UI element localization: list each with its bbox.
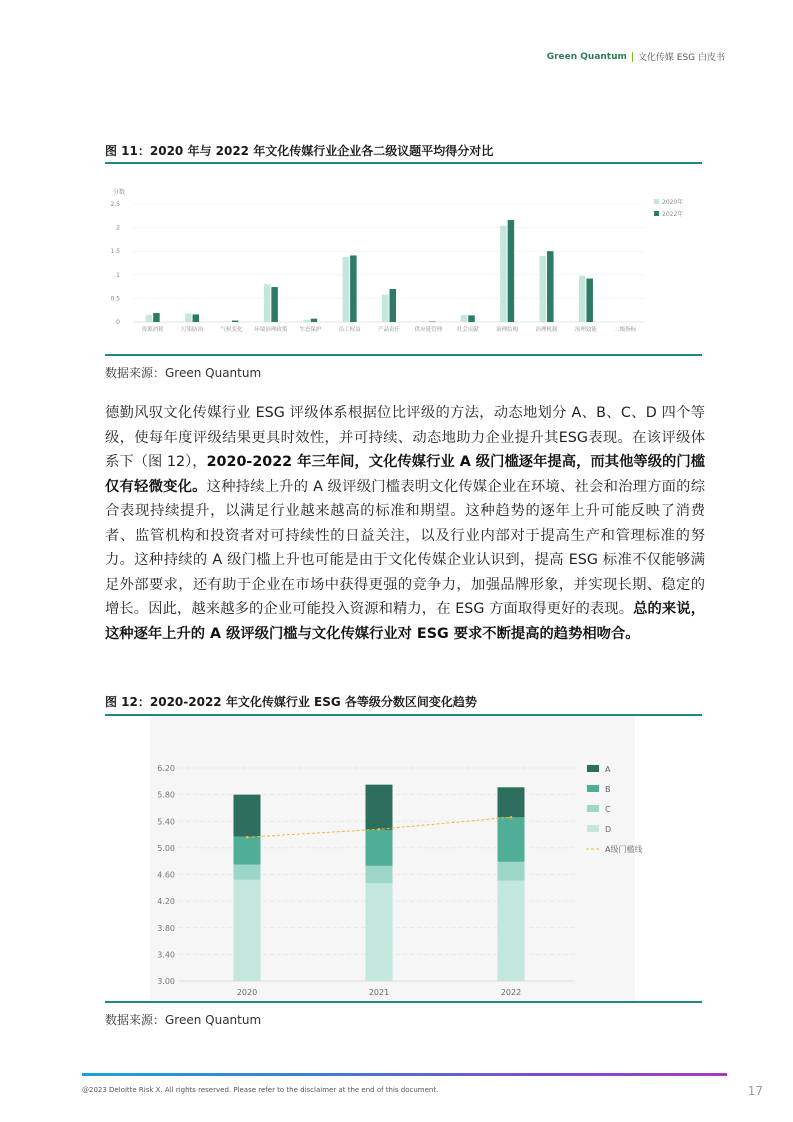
paragraph-bold-2: 总的来说，这种逐年上升的 A 级评级门槛与文化传媒行业对 ESG 要求不断提高的趋势相吻合。: [105, 601, 705, 642]
legend-swatch-A: [587, 765, 599, 772]
y-tick-label: 2.5: [110, 201, 120, 208]
y-axis-label: 分数: [113, 189, 126, 196]
a-threshold-point: [378, 828, 381, 831]
x-tick-label: 2021: [368, 988, 390, 997]
bar-segment-C: [498, 862, 525, 881]
y-tick-label: 0.5: [110, 295, 120, 303]
bar-2020年: [185, 314, 192, 322]
x-tick-label: 治理机制: [535, 327, 558, 333]
bar-2020年: [303, 320, 310, 322]
x-tick-label: 气候变化: [220, 327, 243, 333]
y-tick-label: 1.5: [110, 248, 120, 256]
bar-segment-B: [366, 830, 393, 866]
x-tick-label: 社会贡献: [456, 327, 479, 333]
legend-swatch-D: [587, 825, 599, 832]
legend-label: A: [605, 765, 611, 774]
header-doc-title: 文化传媒 ESG 白皮书: [637, 53, 725, 63]
y-tick-label: 5.40: [157, 817, 175, 827]
bar-2020年: [461, 315, 468, 322]
bar-segment-D: [234, 880, 261, 981]
bar-segment-A: [498, 787, 525, 817]
bar-2022年: [271, 287, 278, 322]
legend-label: C: [605, 805, 611, 814]
bar-segment-C: [234, 865, 261, 880]
bar-2022年: [232, 321, 239, 322]
figure-12-stacked-chart: [105, 716, 702, 1001]
bar-segment-C: [366, 866, 393, 883]
bar-2020年: [343, 257, 350, 322]
a-threshold-point: [246, 836, 249, 839]
legend-swatch-2020年: [654, 199, 659, 204]
body-paragraph: [105, 401, 705, 646]
legend-label: 2022年: [662, 211, 684, 218]
figure-12-source: 数据来源：Green Quantum: [105, 1013, 262, 1027]
bar-segment-A: [234, 795, 261, 837]
x-tick-label: 供应链管理: [414, 327, 443, 333]
bar-2020年: [500, 226, 507, 322]
legend-label: A级门槛线: [605, 845, 643, 854]
a-threshold-point: [510, 816, 513, 819]
footer-copyright: @2023 Deloitte Risk X. All rights reserved. Please refer to the disclaimer at the end of this document.: [82, 1086, 439, 1094]
x-tick-label: 员工权益: [338, 327, 361, 333]
y-tick-label: 1: [116, 271, 120, 279]
y-tick-label: 3.40: [157, 950, 175, 960]
x-tick-label: 生态保护: [299, 327, 322, 333]
x-tick-label: 2022: [500, 988, 522, 997]
x-tick-label: 资源消耗: [141, 327, 164, 333]
bar-2022年: [390, 289, 397, 322]
bar-2022年: [508, 220, 514, 322]
bar-2022年: [350, 255, 357, 322]
footer-gradient-bar: [82, 1073, 727, 1076]
y-tick-label: 3.80: [157, 923, 175, 933]
bar-2020年: [579, 276, 586, 322]
bar-segment-D: [498, 880, 525, 981]
x-tick-label: 产品责任: [377, 327, 401, 333]
x-tick-label: 2020: [236, 988, 258, 997]
bar-2022年: [468, 315, 475, 322]
bar-segment-B: [498, 817, 525, 862]
y-tick-label: 5.80: [157, 790, 175, 800]
x-tick-label: 二级指标: [614, 327, 637, 333]
legend-label: B: [605, 785, 611, 794]
page-header: [547, 50, 725, 63]
header-divider: [632, 52, 633, 62]
paragraph-text-1: 德勤风驭文化传媒行业 ESG 评级体系根据位比评级的方法，动态地划分 A、B、C、D 四个等级，使每年度评级结果更具时效性，并可持续、动态地助力企业提升其ESG表现。在该评级体系下（图 12），: [105, 405, 705, 470]
legend-label: 2020年: [662, 199, 684, 206]
legend-swatch-2022年: [654, 211, 659, 216]
bar-2022年: [586, 279, 593, 322]
bar-2020年: [264, 284, 271, 322]
bar-2022年: [311, 319, 318, 322]
figure-12-title: 图 12：2020-2022 年文化传媒行业 ESG 各等级分数区间变化趋势: [105, 695, 477, 709]
bar-segment-A: [366, 785, 393, 830]
figure-11-source: 数据来源：Green Quantum: [105, 366, 262, 380]
bar-2020年: [540, 256, 547, 322]
legend-label: D: [605, 825, 612, 834]
y-tick-label: 3.00: [157, 977, 175, 986]
y-tick-label: 4.20: [157, 897, 175, 907]
y-tick-label: 4.60: [157, 870, 175, 880]
figure-11-bottom-rule: [105, 354, 702, 356]
y-tick-label: 6.20: [157, 764, 175, 773]
bar-segment-D: [366, 883, 393, 981]
header-brand: Green Quantum: [546, 51, 627, 62]
figure-12-bottom-rule: [105, 1001, 702, 1003]
legend-swatch-C: [587, 805, 599, 812]
y-tick-label: 0: [116, 319, 120, 326]
x-tick-label: 污染防治: [181, 327, 204, 333]
figure-11-top-rule: [105, 162, 702, 164]
paragraph-bold-1: 2020-2022 年三年间，文化传媒行业 A 级门槛逐年提高，而其他等级的门槛仅有轻微变化。: [105, 454, 705, 495]
bar-2020年: [146, 315, 153, 322]
x-tick-label: 治理结构: [496, 327, 519, 333]
bar-2020年: [382, 295, 389, 322]
legend-swatch-B: [587, 785, 599, 792]
y-tick-label: 2: [116, 224, 120, 232]
bar-segment-B: [234, 837, 261, 865]
page-number: 17: [747, 1084, 763, 1098]
x-tick-label: 治理效能: [574, 327, 597, 333]
figure-11-title: 图 11：2020 年与 2022 年文化传媒行业企业各二级议题平均得分对比: [105, 144, 494, 158]
bar-2022年: [547, 251, 554, 322]
bar-2022年: [193, 314, 200, 322]
figure-11-bar-chart: [105, 166, 702, 354]
bar-2022年: [153, 313, 160, 322]
x-tick-label: 环境治理政策: [254, 327, 288, 333]
y-tick-label: 5.00: [157, 843, 175, 853]
paragraph-text-2: 这种持续上升的 A 级评级门槛表明文化传媒企业在环境、社会和治理方面的综合表现持续提升，以满足行业越来越高的标准和期望。这种趋势的逐年上升可能反映了消费者、监管机构和投资者对可持续性的日益关注，以及行业内部对于提高生产和管理标准的努力。这种持续的 A 级门槛上升也可能是由于文化传媒企业认识到，提高 ESG 标准不仅能够满足外部要求，还有助于企业在市场中获得更强的竞争力，加强品牌形象，并实现长期、稳定的增长。因此，越来越多的企业可能投入资源和精力，在 ESG 方面取得更好的表现。: [105, 478, 706, 617]
